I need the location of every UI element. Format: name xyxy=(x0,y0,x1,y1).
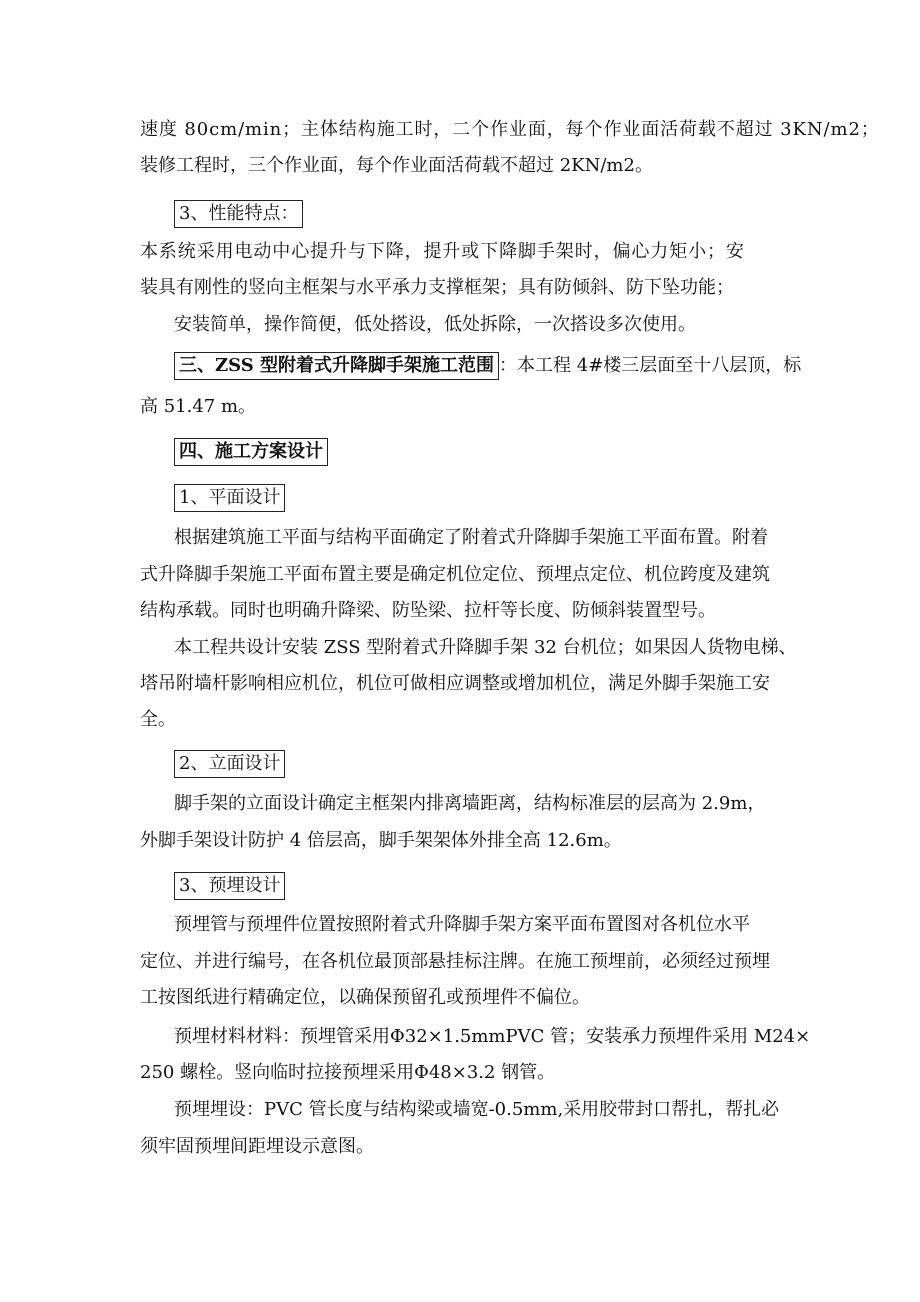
heading-text: 1、平面设计 xyxy=(174,484,285,512)
paragraph-line: 预埋管与预埋件位置按照附着式升降脚手架方案平面布置图对各机位水平 xyxy=(174,914,750,935)
subsection-heading-embedded xyxy=(174,872,785,900)
subsection-heading-elevation xyxy=(174,750,785,778)
subsection-heading-plane xyxy=(174,484,785,512)
heading-text: 四、施工方案设计 xyxy=(174,438,328,466)
heading-text: 三、ZSS 型附着式升降脚手架施工范围 xyxy=(174,352,499,380)
paragraph-line: 定位、并进行编号，在各机位最顶部悬挂标注牌。在施工预埋前，必须经过预埋 xyxy=(140,951,770,972)
paragraph-line: 须牢固预埋间距埋设示意图。 xyxy=(140,1136,374,1157)
paragraph-line: 全。 xyxy=(140,709,176,730)
paragraph-line: 250 螺栓。竖向临时拉接预埋采用Φ48×3.2 钢管。 xyxy=(140,1062,556,1083)
paragraph-line: 装具有刚性的竖向主框架与水平承力支撑框架；具有防倾斜、防下坠功能； xyxy=(140,277,734,298)
paragraph-line: 装修工程时，三个作业面，每个作业面活荷载不超过 2KN/m2。 xyxy=(140,155,653,176)
paragraph-line: 式升降脚手架施工平面布置主要是确定机位定位、预埋点定位、机位跨度及建筑 xyxy=(140,564,770,585)
paragraph-line: 工按图纸进行精确定位，以确保预留孔或预埋件不偏位。 xyxy=(140,987,590,1008)
paragraph-line: 本系统采用电动中心提升与下降，提升或下降脚手架时，偏心力矩小；安 xyxy=(140,241,745,262)
paragraph-line: 高 51.47 m。 xyxy=(140,396,257,417)
paragraph-line: 塔吊附墙杆影响相应机位，机位可做相应调整或增加机位，满足外脚手架施工安 xyxy=(140,673,770,694)
heading-text: 3、预埋设计 xyxy=(174,872,285,900)
paragraph-line: 安装简单，操作简便，低处搭设，低处拆除，一次搭设多次使用。 xyxy=(174,314,696,335)
section-heading-design xyxy=(174,438,785,466)
paragraph-line: 速度 80cm/min；主体结构施工时，二个作业面，每个作业面活荷载不超过 3KN/m2； xyxy=(140,119,880,140)
paragraph-line: 根据建筑施工平面与结构平面确定了附着式升降脚手架施工平面布置。附着 xyxy=(174,527,768,548)
paragraph-line: 本工程共设计安装 ZSS 型附着式升降脚手架 32 台机位；如果因人货物电梯、 xyxy=(174,637,797,658)
paragraph-line: 预埋埋设：PVC 管长度与结构梁或墙宽-0.5mm,采用胶带封口帮扎，帮扎必 xyxy=(174,1099,780,1120)
heading-text: 3、性能特点： xyxy=(174,200,303,228)
heading-text: 2、立面设计 xyxy=(174,750,285,778)
paragraph-line: 预埋材料材料：预埋管采用Φ32×1.5mmPVC 管；安装承力预埋件采用 M24× xyxy=(174,1026,811,1047)
paragraph-text: ：本工程 4#楼三层面至十八层顶，标 xyxy=(499,355,802,376)
subsection-heading-performance xyxy=(174,200,785,228)
paragraph-line: 结构承载。同时也明确升降梁、防坠梁、拉杆等长度、防倾斜装置型号。 xyxy=(140,600,716,621)
paragraph-line: 脚手架的立面设计确定主框架内排离墙距离，结构标准层的层高为 2.9m， xyxy=(174,793,766,814)
paragraph-line: 外脚手架设计防护 4 倍层高，脚手架架体外排全高 12.6m。 xyxy=(140,830,622,851)
section-heading-scope xyxy=(174,352,802,380)
